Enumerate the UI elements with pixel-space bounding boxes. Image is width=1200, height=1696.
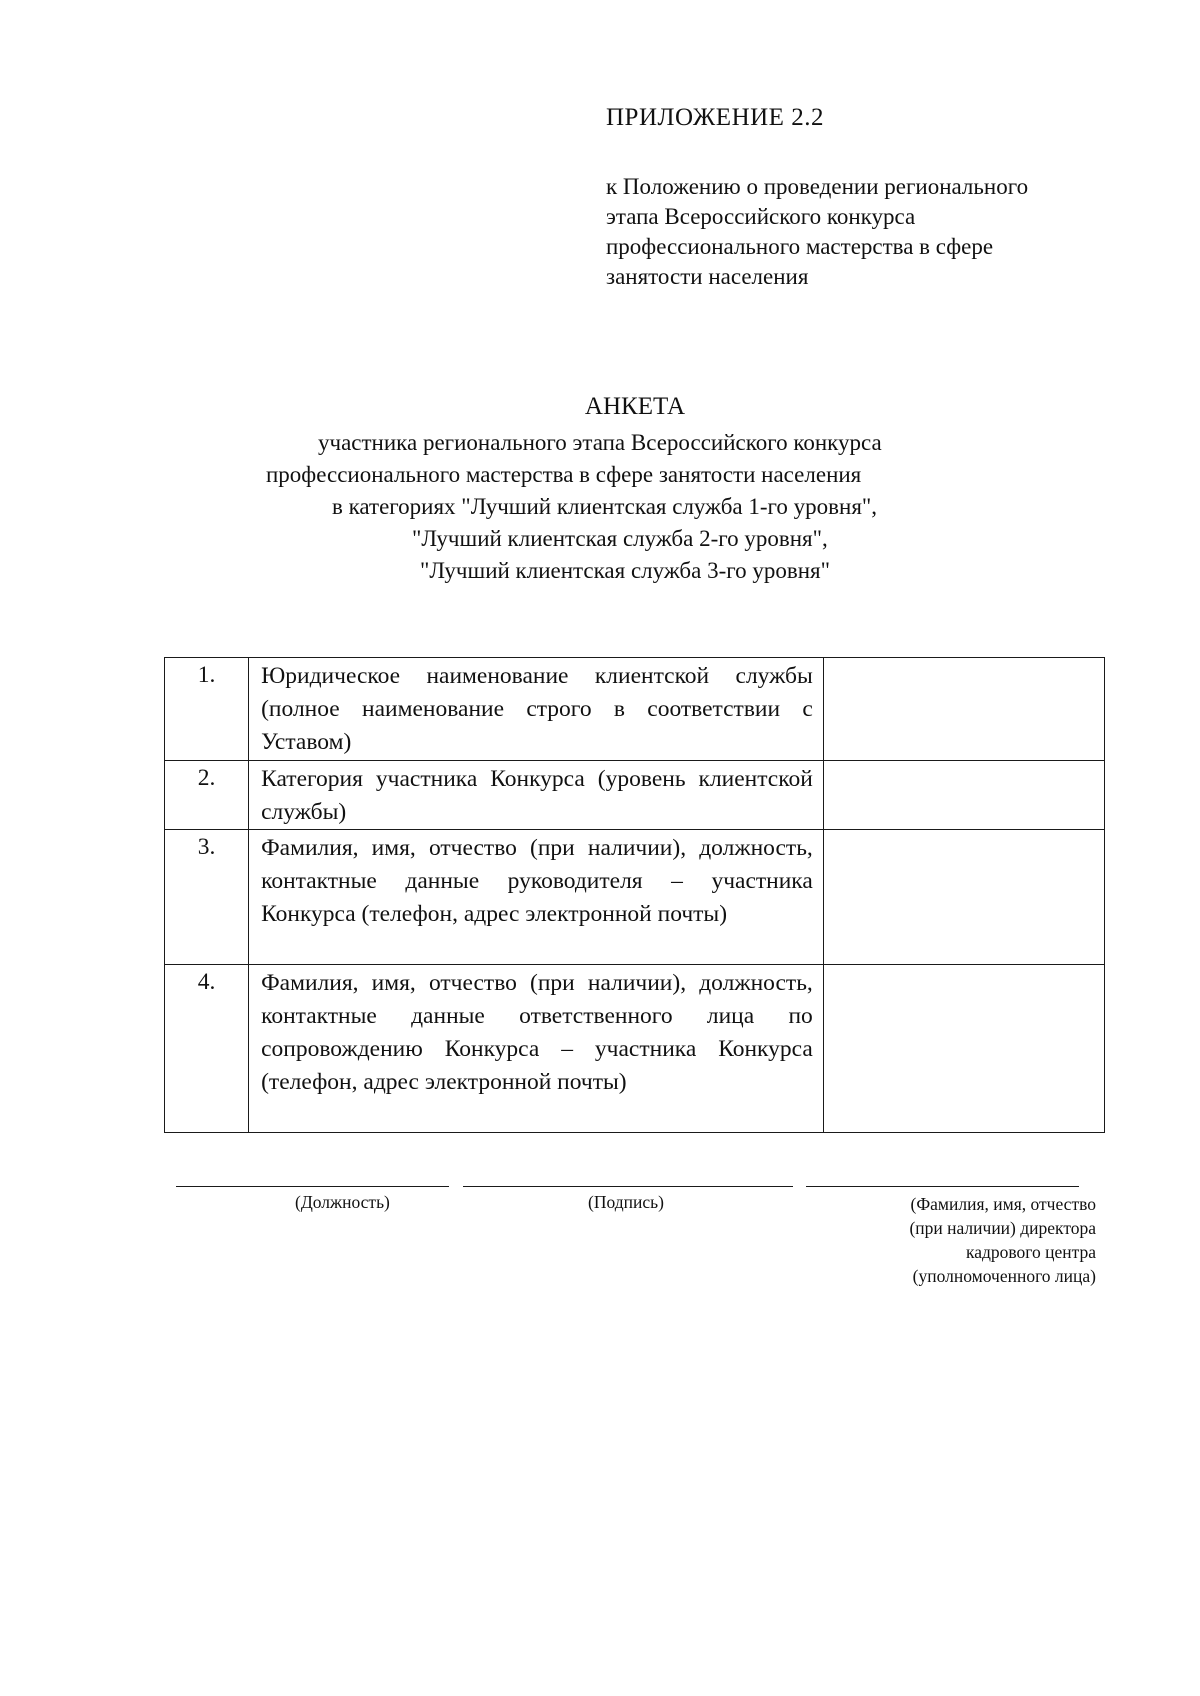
signature-caption: (Подпись) [588,1192,664,1212]
form-subtitle-line: "Лучший клиентская служба 3-го уровня" [420,558,830,583]
table-row [165,965,1105,1133]
name-caption-line: кадрового центра [965,1242,1096,1262]
appendix-reference-line: к Положению о проведении регионального [606,174,1029,199]
form-subtitle-line: в категориях "Лучший клиентская служба 1-го уровня", [332,494,878,519]
row-label: Фамилия, имя, отчество (при наличии), должность, контактные данные ответственного лица по сопровождению Конкурса – участника Конкурса (телефон, адрес электронной почты) [249,965,824,1133]
row-value-cell[interactable] [823,830,1104,965]
table-row [165,830,1105,965]
row-value-cell[interactable] [823,761,1104,830]
appendix-title: ПРИЛОЖЕНИЕ 2.2 [606,104,824,131]
signature-line[interactable] [463,1186,793,1187]
row-number: 2. [165,761,249,830]
position-caption: (Должность) [295,1192,390,1212]
name-caption-line: (уполномоченного лица) [912,1266,1096,1286]
row-number: 1. [165,658,249,761]
row-number: 4. [165,965,249,1133]
form-subtitle-line: "Лучший клиентская служба 2-го уровня", [412,526,828,551]
row-value-cell[interactable] [823,965,1104,1133]
appendix-reference [606,172,1106,292]
position-signature-line[interactable] [176,1186,449,1187]
name-caption-line: (Фамилия, имя, отчество [910,1194,1096,1214]
form-subtitle-line: участника регионального этапа Всероссийского конкурса [318,430,882,455]
table-row [165,658,1105,761]
row-value-cell[interactable] [823,658,1104,761]
questionnaire-table [164,657,1105,1133]
row-label: Категория участника Конкурса (уровень клиентской службы) [249,761,824,830]
row-label: Юридическое наименование клиентской службы (полное наименование строго в соответствии с Уставом) [249,658,824,761]
form-title: АНКЕТА [584,393,686,420]
name-caption-line: (при наличии) директора [909,1218,1096,1238]
table-row [165,761,1105,830]
appendix-reference-line: занятости населения [606,264,809,289]
name-caption [800,1192,1096,1288]
appendix-reference-line: профессионального мастерства в сфере [606,234,994,259]
name-signature-line[interactable] [806,1186,1079,1187]
appendix-reference-line: этапа Всероссийского конкурса [606,204,916,229]
form-subtitle-line: профессионального мастерства в сфере занятости населения [266,462,862,487]
row-label: Фамилия, имя, отчество (при наличии), должность, контактные данные руководителя – участника Конкурса (телефон, адрес электронной почты) [249,830,824,965]
row-number: 3. [165,830,249,965]
